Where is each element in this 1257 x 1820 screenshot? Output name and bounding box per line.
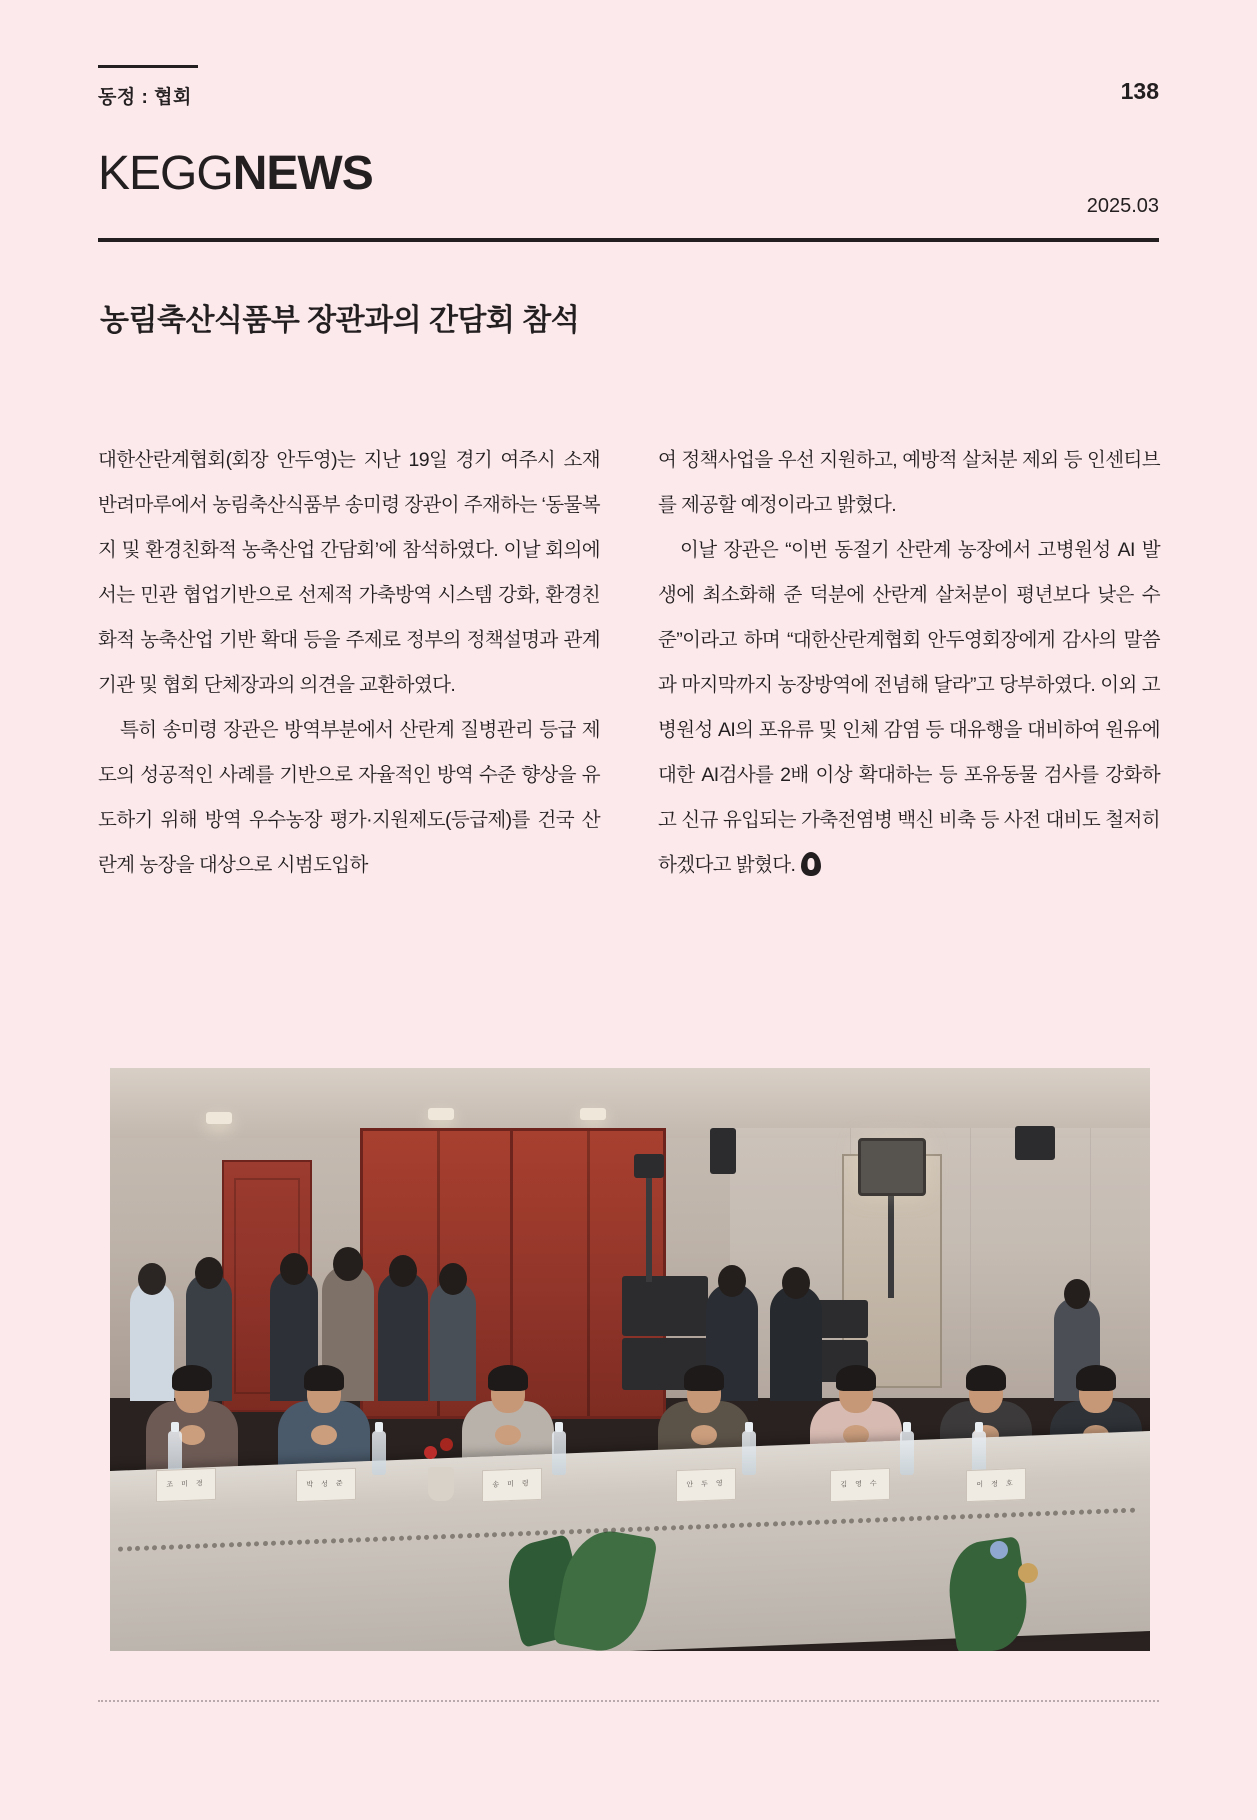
masthead-news: NEWS [232, 147, 373, 200]
egg-end-mark-icon [801, 852, 821, 876]
column-right [658, 438, 1160, 888]
paragraph-text: 이날 장관은 “이번 동절기 산란계 농장에서 고병원성 AI 발생에 최소화해 준 덕분에 산란계 살처분이 평년보다 낮은 수준”이라고 하며 “대한산란계협회 안두영회장에게 감사의 말씀과 마지막까지 농장방역에 전념해 달라”고 당부하였다. 이외 고병원성 AI의 포유류 및 인체 감염 등 대유행을 대비하여 원유에 대한 AI검사를 2배 이상 확대하는 등 포유동물 검사를 강화하고 신규 유입되는 가축전염병 백신 비축 등 사전 대비도 철저히 하겠다고 밝혔다. [658, 539, 1160, 876]
running-head: 동정 : 협회 [98, 87, 192, 108]
nameplate: 박 성 준 [296, 1468, 356, 1502]
nameplate: 조 미 경 [156, 1468, 216, 1502]
flower [424, 1446, 437, 1459]
nameplate: 이 정 호 [966, 1468, 1026, 1502]
masthead-rule [98, 238, 1159, 242]
page-number: 138 [1120, 78, 1159, 104]
footer-divider [98, 1700, 1159, 1702]
flower [990, 1541, 1008, 1559]
wall-speaker [710, 1128, 736, 1174]
light-stand [646, 1172, 652, 1282]
softbox-light [858, 1138, 926, 1196]
nameplate: 송 미 령 [482, 1468, 542, 1502]
masthead-kegg: KEGG [98, 147, 233, 200]
water-bottle [552, 1431, 566, 1475]
flower [1018, 1563, 1038, 1583]
issue-date: 2025.03 [1086, 195, 1159, 217]
equipment-case [622, 1276, 708, 1336]
water-bottle [742, 1431, 756, 1475]
paragraph: 특히 송미령 장관은 방역부분에서 산란계 질병관리 등급 제도의 성공적인 사례를 기반으로 자율적인 방역 수준 향상을 유도하기 위해 방역 우수농장 평가·지원제도(등급제)를 건국 산란계 농장을 대상으로 시범도입하 [98, 719, 600, 876]
seated-person [278, 1329, 370, 1479]
article-body [98, 438, 1161, 888]
paragraph: 여 정책사업을 우선 지원하고, 예방적 살처분 제외 등 인센티브를 제공할 예정이라고 밝혔다. [658, 449, 1160, 516]
flower-vase [428, 1467, 454, 1501]
masthead [98, 147, 373, 200]
flower [440, 1438, 453, 1451]
article-title: 농림축산식품부 장관과의 간담회 참석 [100, 304, 580, 337]
ceiling-light [580, 1108, 606, 1120]
ceiling-light [206, 1112, 232, 1124]
paragraph [658, 528, 1160, 888]
running-head-rule [98, 65, 198, 68]
water-bottle [972, 1431, 986, 1475]
seated-person [146, 1329, 238, 1479]
nameplate: 김 영 수 [830, 1468, 890, 1502]
ceiling-light [428, 1108, 454, 1120]
photo-illustration [110, 1068, 1150, 1651]
water-bottle [900, 1431, 914, 1475]
article-photo [110, 1068, 1150, 1651]
water-bottle [372, 1431, 386, 1475]
light-stand [888, 1188, 894, 1298]
standing-person [378, 1271, 428, 1401]
studio-lamp [634, 1154, 664, 1178]
paragraph: 대한산란계협회(회장 안두영)는 지난 19일 경기 여주시 소재 반려마루에서 농림축산식품부 송미령 장관이 주재하는 ‘동물복지 및 환경친화적 농축산업 간담회’에 참석하였다. 이날 회의에서는 민관 협업기반으로 선제적 가축방역 시스템 강화, 환경친화적 농축산업 기반 확대 등을 주제로 정부의 정책설명과 관계기관 및 협회 단체장과의 의견을 교환하였다. [98, 449, 600, 696]
column-left [98, 438, 600, 888]
wall-speaker [1015, 1126, 1055, 1160]
nameplate: 안 두 영 [676, 1468, 736, 1502]
